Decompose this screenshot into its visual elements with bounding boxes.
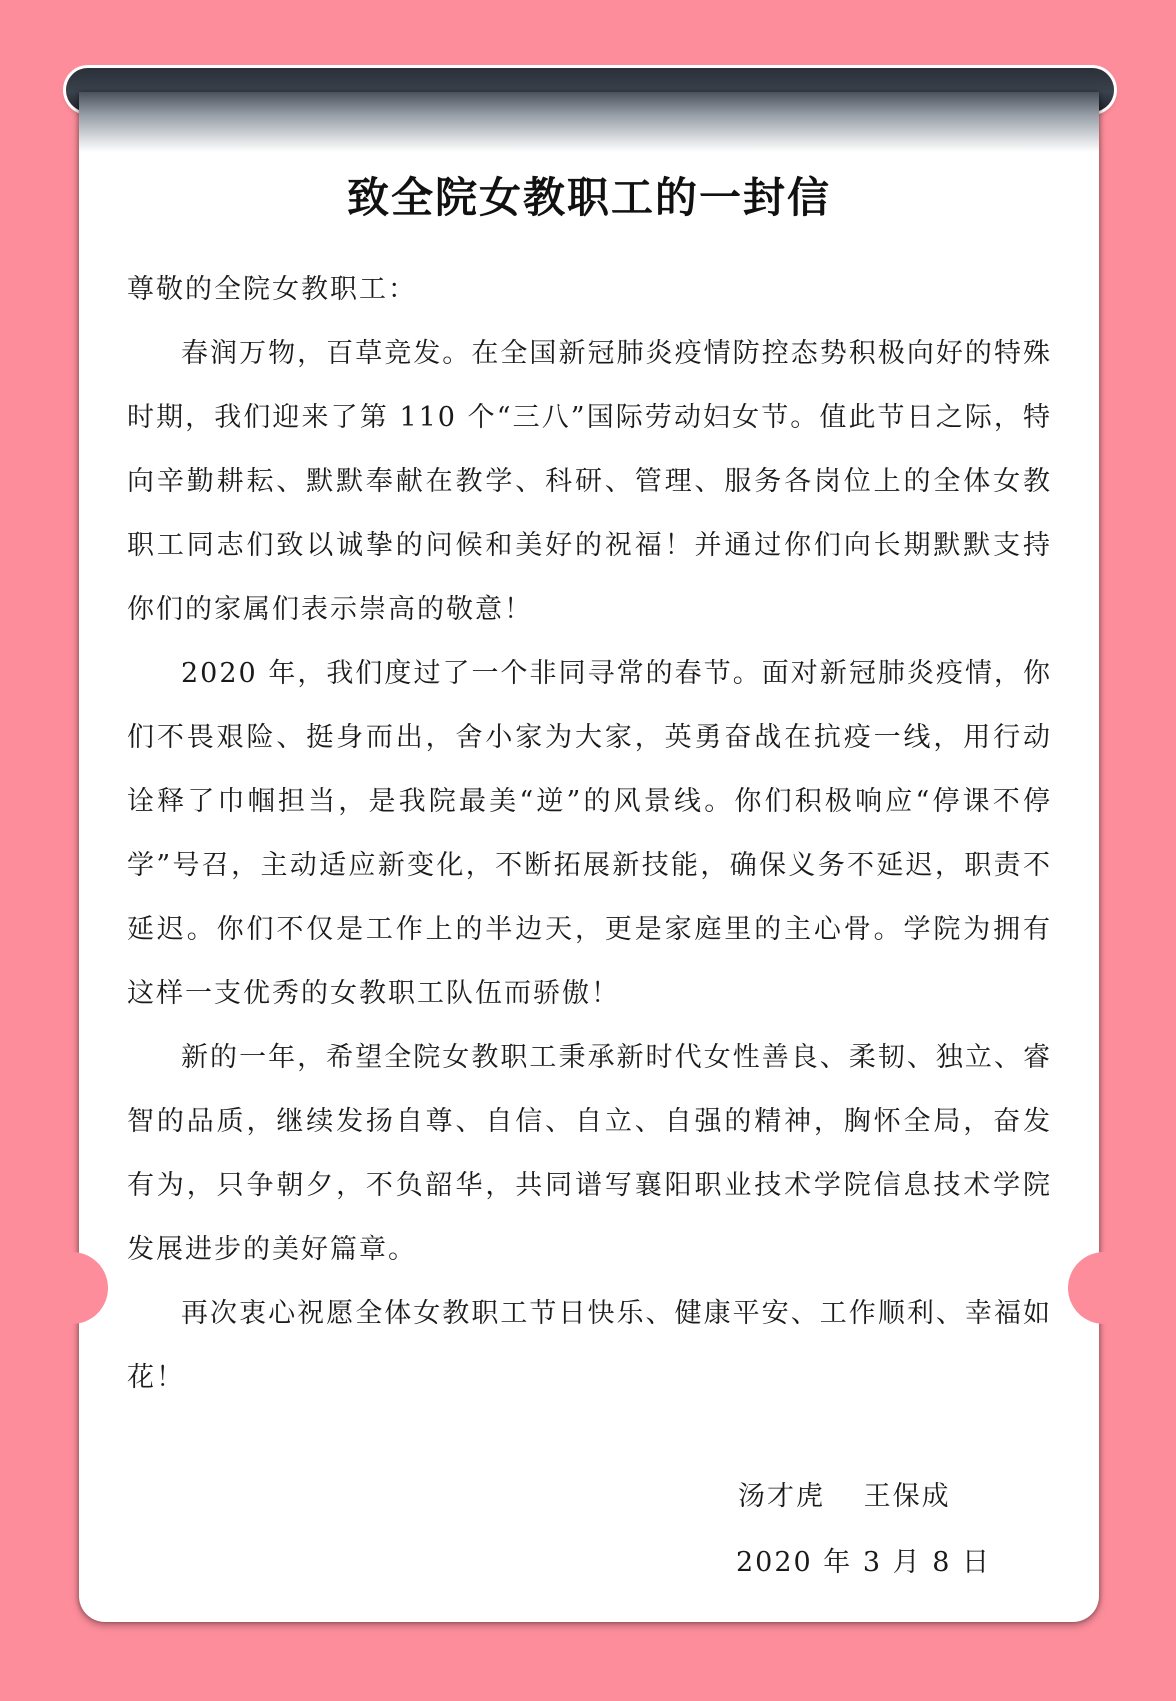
letter-title: 致全院女教职工的一封信 <box>346 173 831 222</box>
letter-paragraph: 新的一年，希望全院女教职工秉承新时代女性善良、柔韧、独立、睿智的品质，继续发扬自尊、自信、自立、自强的精神，胸怀全局，奋发有为，只争朝夕，不负韶华，共同谱写襄阳职业技术学院信息技术学院发展进步的美好篇章。 <box>127 1042 1052 1265</box>
paper-top-shadow <box>79 92 1099 152</box>
letter-body <box>127 258 1052 1410</box>
letter-paragraph: 2020 年，我们度过了一个非同寻常的春节。面对新冠肺炎疫情，你们不畏艰险、挺身而出，舍小家为大家，英勇奋战在抗疫一线，用行动诠释了巾帼担当，是我院最美“逆”的风景线。你们积极响应“停课不停学”号召，主动适应新变化，不断拓展新技能，确保义务不延迟，职责不延迟。你们不仅是工作上的半边天，更是家庭里的主心骨。学院为拥有这样一支优秀的女教职工队伍而骄傲！ <box>127 658 1052 1009</box>
letter-paragraph: 春润万物，百草竞发。在全国新冠肺炎疫情防控态势积极向好的特殊时期，我们迎来了第 110 个“三八”国际劳动妇女节。值此节日之际，特向辛勤耕耘、默默奉献在教学、科研、管理、服务各岗位上的全体女教职工同志们致以诚挚的问候和美好的祝福！并通过你们向长期默默支持你们的家属们表示崇高的敬意！ <box>127 338 1052 625</box>
letter-salutation: 尊敬的全院女教职工： <box>127 274 417 305</box>
letter-paragraph: 再次衷心祝愿全体女教职工节日快乐、健康平安、工作顺利、幸福如花！ <box>127 1298 1052 1393</box>
letter-signature: 汤才虎 王保成 <box>738 1481 951 1512</box>
letter-date: 2020 年 3 月 8 日 <box>736 1547 991 1578</box>
paper-notch-right <box>1068 1252 1140 1324</box>
paper-notch-left <box>36 1252 108 1324</box>
